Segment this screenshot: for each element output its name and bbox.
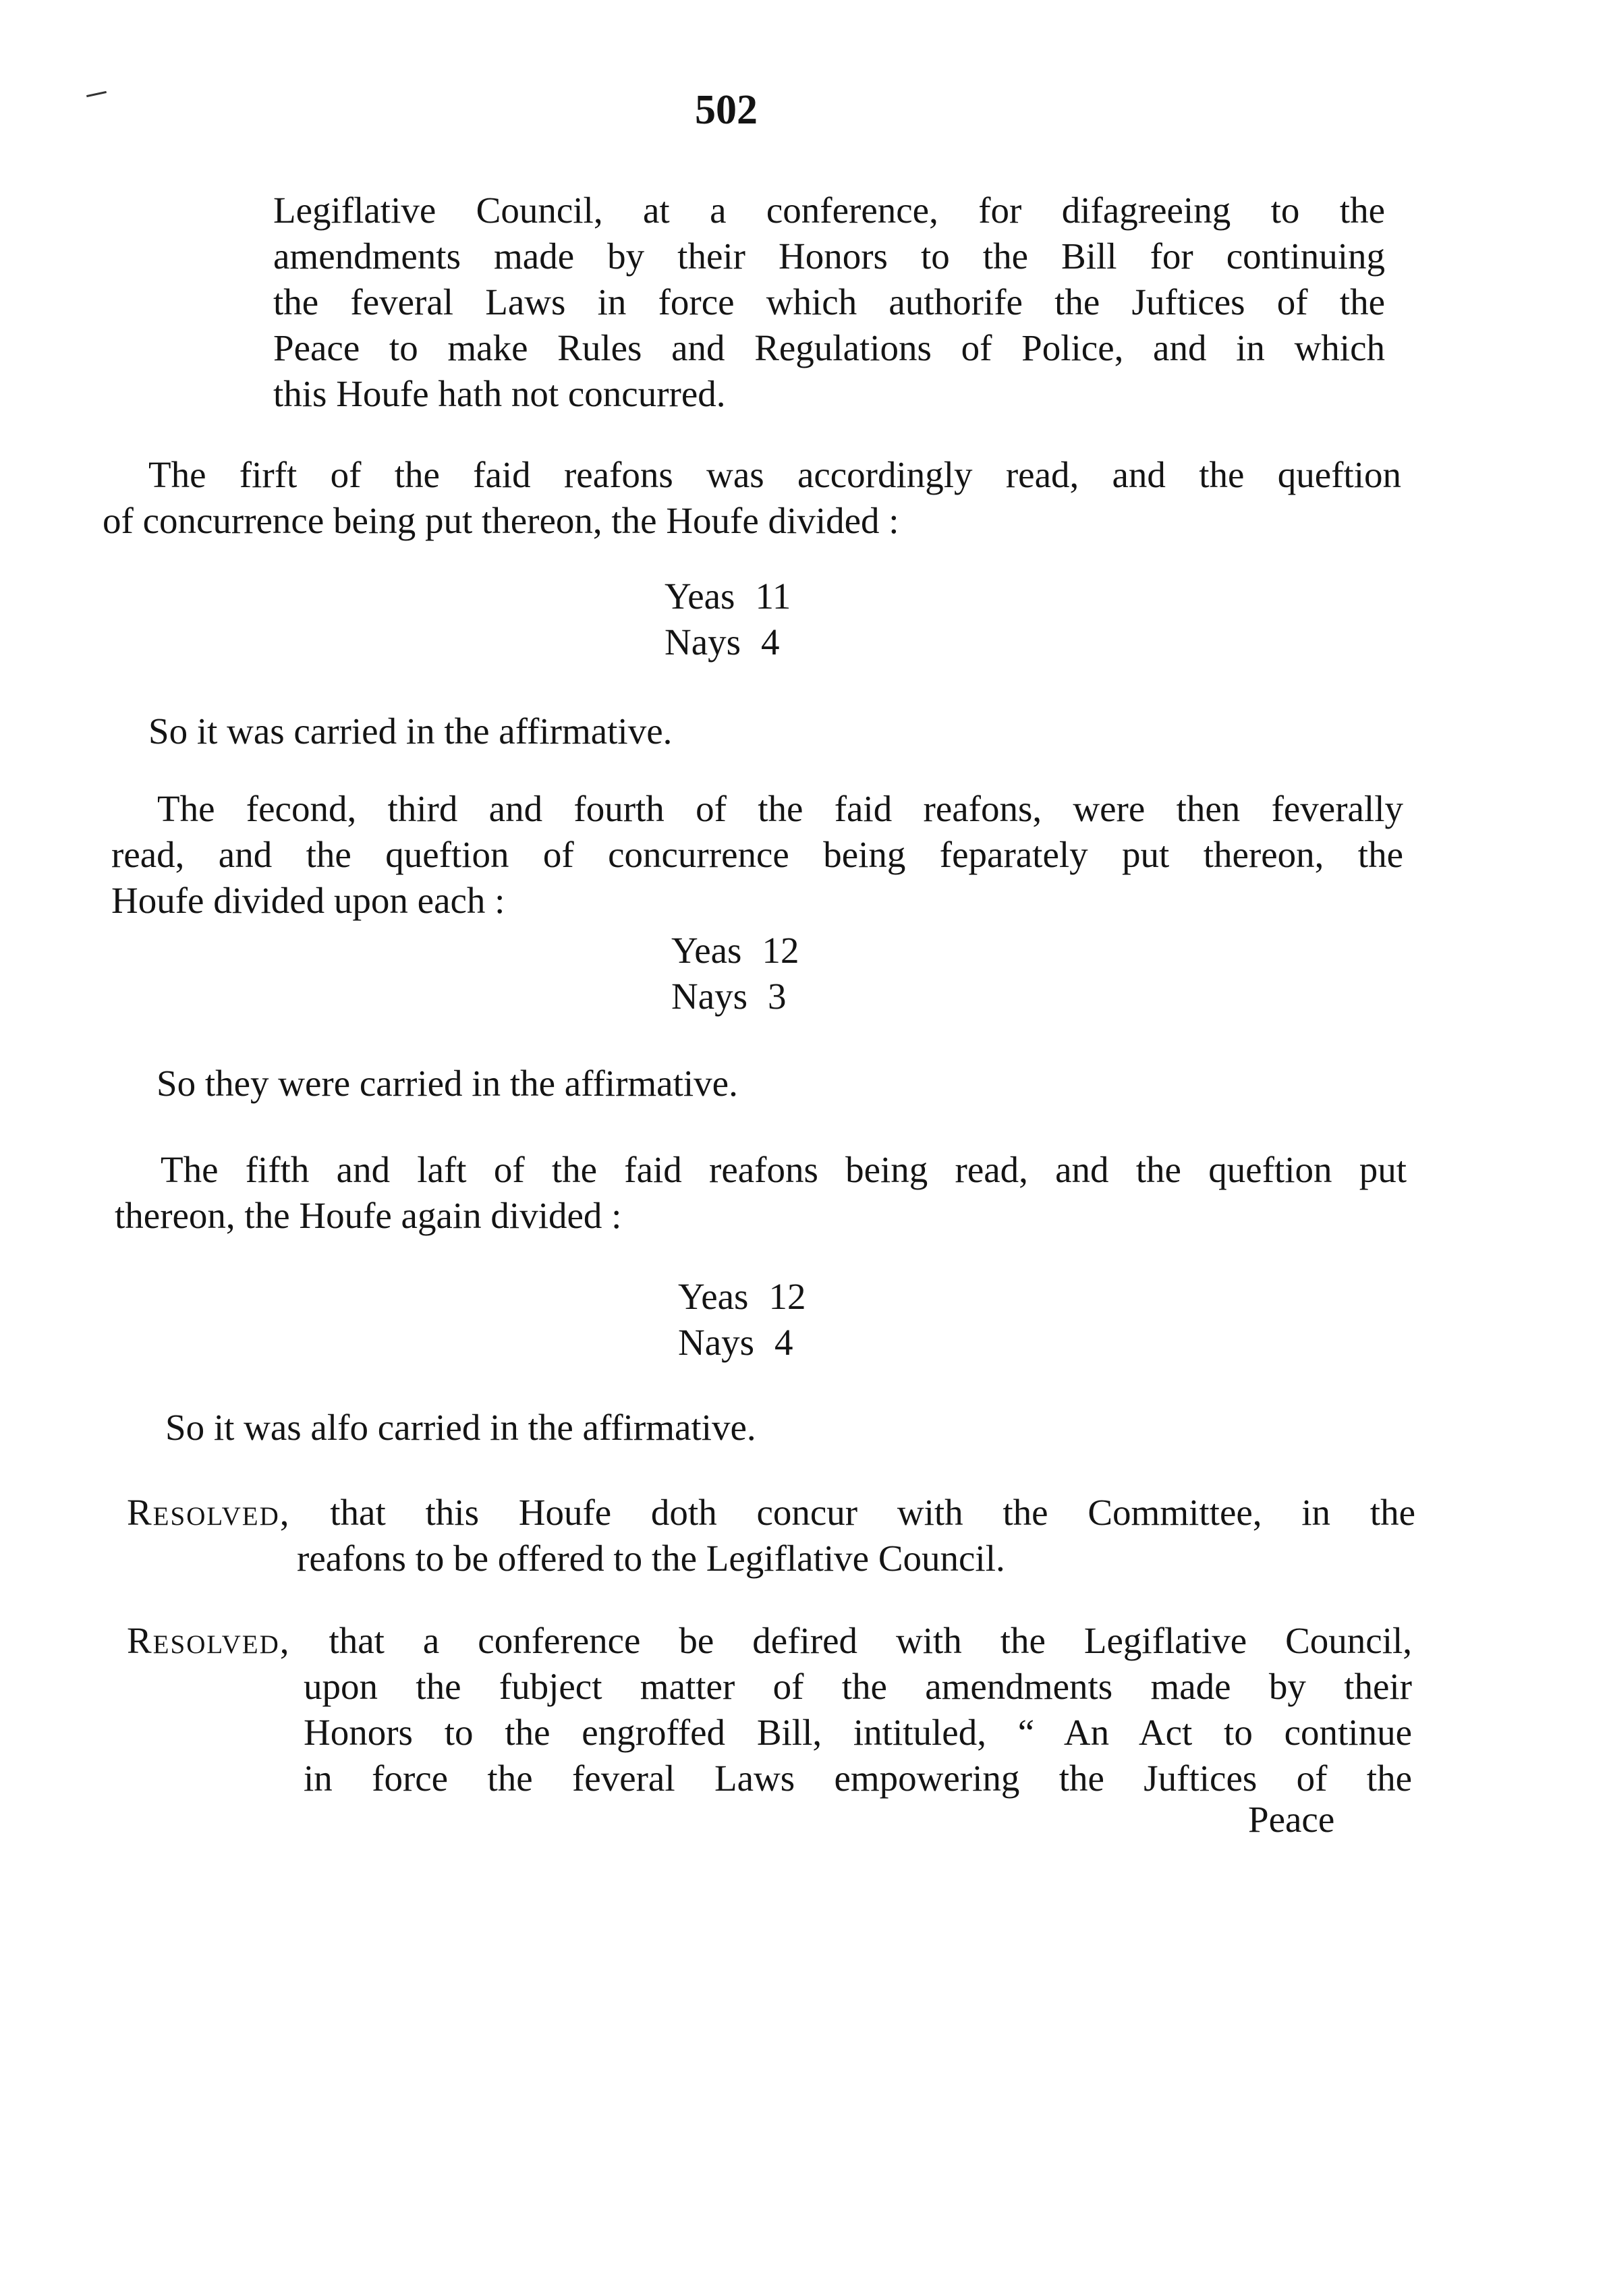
result-2 bbox=[157, 1061, 738, 1107]
resolved-line: upon the fubject matter of the amendments made by their bbox=[304, 1666, 1412, 1707]
catchword: Peace bbox=[1248, 1799, 1335, 1840]
margin-mark bbox=[86, 91, 107, 97]
resolved-line: in force the feveral Laws empowering the Juftices of the bbox=[304, 1758, 1412, 1799]
page-number: 502 bbox=[695, 87, 758, 133]
yeas-count: 11 bbox=[755, 576, 791, 617]
paragraph-line: Houfe divided upon each : bbox=[111, 880, 505, 921]
second-reason-paragraph bbox=[111, 786, 1403, 924]
yeas-label: Yeas bbox=[678, 1276, 749, 1317]
fifth-reason-paragraph bbox=[115, 1147, 1407, 1239]
vote-nays-3 bbox=[678, 1320, 793, 1366]
result-text: So it was alfo carried in the affirmative. bbox=[165, 1407, 756, 1448]
resolved-lead: Resolved, bbox=[127, 1492, 291, 1533]
first-reason-paragraph bbox=[103, 452, 1401, 544]
paragraph-line: read, and the queftion of concurrence being feparately put thereon, the bbox=[111, 834, 1403, 875]
result-1 bbox=[148, 708, 672, 754]
result-text: So they were carried in the affirmative. bbox=[157, 1063, 738, 1104]
resolved-first-line bbox=[127, 1618, 1412, 1664]
nays-label: Nays bbox=[671, 976, 748, 1017]
nays-label: Nays bbox=[678, 1322, 755, 1363]
resolved-lead: Resolved, bbox=[127, 1620, 291, 1661]
resolved-paragraph-1 bbox=[127, 1490, 1415, 1581]
intro-line: amendments made by their Honors to the Bill for continuing bbox=[273, 235, 1385, 277]
nays-count: 4 bbox=[774, 1322, 793, 1363]
resolved-paragraph-2 bbox=[127, 1618, 1412, 1801]
vote-yeas-3 bbox=[678, 1274, 806, 1320]
paragraph-line: The fecond, third and fourth of the faid reafons, were then feverally bbox=[157, 788, 1403, 829]
yeas-label: Yeas bbox=[665, 576, 735, 617]
result-text: So it was carried in the affirmative. bbox=[148, 710, 673, 752]
intro-paragraph bbox=[273, 188, 1385, 417]
result-3 bbox=[165, 1405, 756, 1451]
paragraph-line: The firft of the faid reafons was accordingly read, and the queftion bbox=[148, 454, 1401, 495]
paragraph-line: of concurrence being put thereon, the Houfe divided : bbox=[103, 500, 899, 541]
nays-count: 4 bbox=[761, 621, 780, 663]
nays-label: Nays bbox=[665, 621, 741, 663]
resolved-line: Honors to the engroffed Bill, intituled, “ An Act to continue bbox=[304, 1712, 1412, 1753]
yeas-count: 12 bbox=[768, 1276, 806, 1317]
intro-line: Legiflative Council, at a conference, for difagreeing to the bbox=[273, 190, 1385, 231]
intro-line: Peace to make Rules and Regulations of Police, and in which bbox=[273, 327, 1385, 368]
vote-yeas-2 bbox=[671, 928, 799, 974]
paragraph-line: The fifth and laft of the faid reafons being read, and the queftion put bbox=[161, 1149, 1407, 1190]
resolved-text: that this Houfe doth concur with the Committee, in the bbox=[330, 1492, 1415, 1533]
resolved-line: reafons to be offered to the Legiflative Council. bbox=[297, 1538, 1005, 1579]
resolved-first-line bbox=[127, 1490, 1415, 1536]
intro-line: this Houfe hath not concurred. bbox=[273, 373, 726, 414]
vote-yeas-1 bbox=[665, 573, 791, 619]
vote-nays-2 bbox=[671, 974, 787, 1019]
intro-line: the feveral Laws in force which authorife the Juftices of the bbox=[273, 281, 1385, 323]
vote-nays-1 bbox=[665, 619, 780, 665]
paragraph-line: thereon, the Houfe again divided : bbox=[115, 1195, 622, 1236]
resolved-text: that a conference be defired with the Legiflative Council, bbox=[329, 1620, 1413, 1661]
yeas-label: Yeas bbox=[671, 930, 742, 971]
nays-count: 3 bbox=[768, 976, 787, 1017]
yeas-count: 12 bbox=[762, 930, 799, 971]
